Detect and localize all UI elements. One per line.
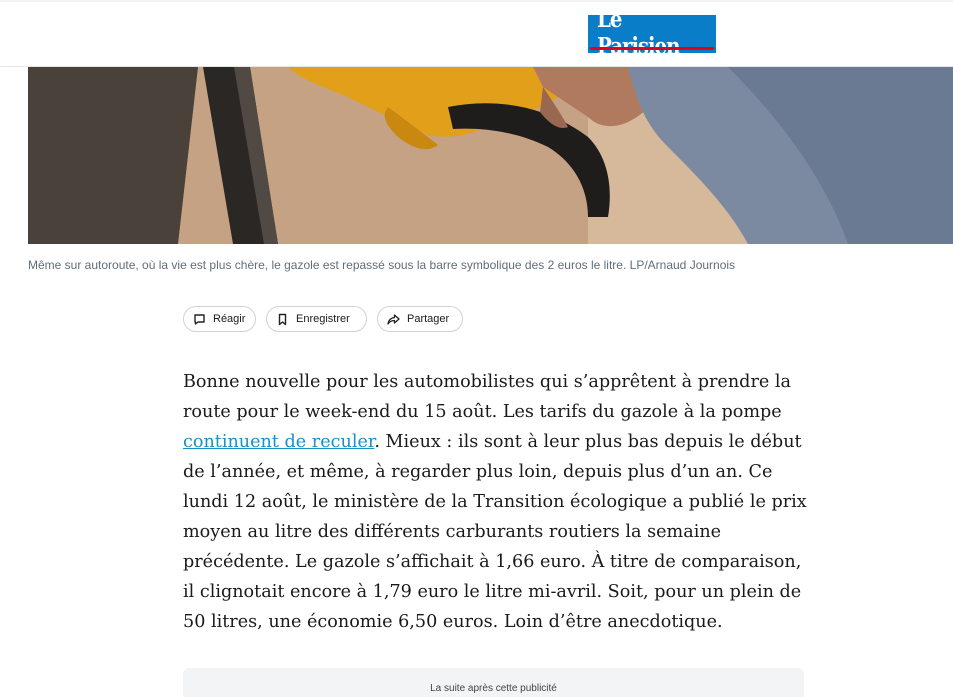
bookmark-icon [276,313,289,326]
header-top-line [0,0,953,2]
image-caption: Même sur autoroute, où la vie est plus chère, le gazole est repassé sous la barre symbolique des 2 euros le litre. LP/Arnaud Journois [28,258,736,272]
save-button[interactable] [266,306,367,332]
share-icon [387,313,400,326]
ad-placeholder [183,668,804,697]
fuel-pump-illustration [28,67,953,244]
share-label: Partager [407,313,450,325]
site-header [0,0,953,67]
comment-icon [193,313,206,326]
continuent-de-reculer-link[interactable]: continuent de reculer [183,432,375,452]
react-button[interactable] [183,306,256,332]
save-label: Enregistrer [296,313,350,325]
hero-dark-shadow [28,67,198,244]
logo-text: Le [596,6,622,33]
article-paragraph [183,367,808,637]
le-parisien-logo[interactable] [588,6,716,53]
paragraph-text-end: . Mieux : ils sont à leur plus bas depuis le début de l’année, et même, à regarder plus loin, depuis plus d’un an. Ce lundi 12 août, le ministère de la Transition écologique a publié le prix moyen au litre des différents carburants routiers la semaine précédente. Le gazole s’affichait à 1,66 euro. À titre de comparaison, il clignotait encore à 1,79 euro le litre mi-avril. Soit, pour un plein de 50 litres, une économie 6,50 euros. Loin d’être anecdotique. [183,432,807,632]
share-button[interactable] [377,306,463,332]
ad-label: La suite après cette publicité [430,683,557,694]
paragraph-text-start: Bonne nouvelle pour les automobilistes qui s’apprêtent à prendre la route pour le week-end du 15 août. Les tarifs du gazole à la pompe [183,372,791,422]
react-label: Réagir [213,313,246,325]
article-body [183,367,808,637]
hero-image [28,67,953,244]
logo-underline [590,47,714,50]
